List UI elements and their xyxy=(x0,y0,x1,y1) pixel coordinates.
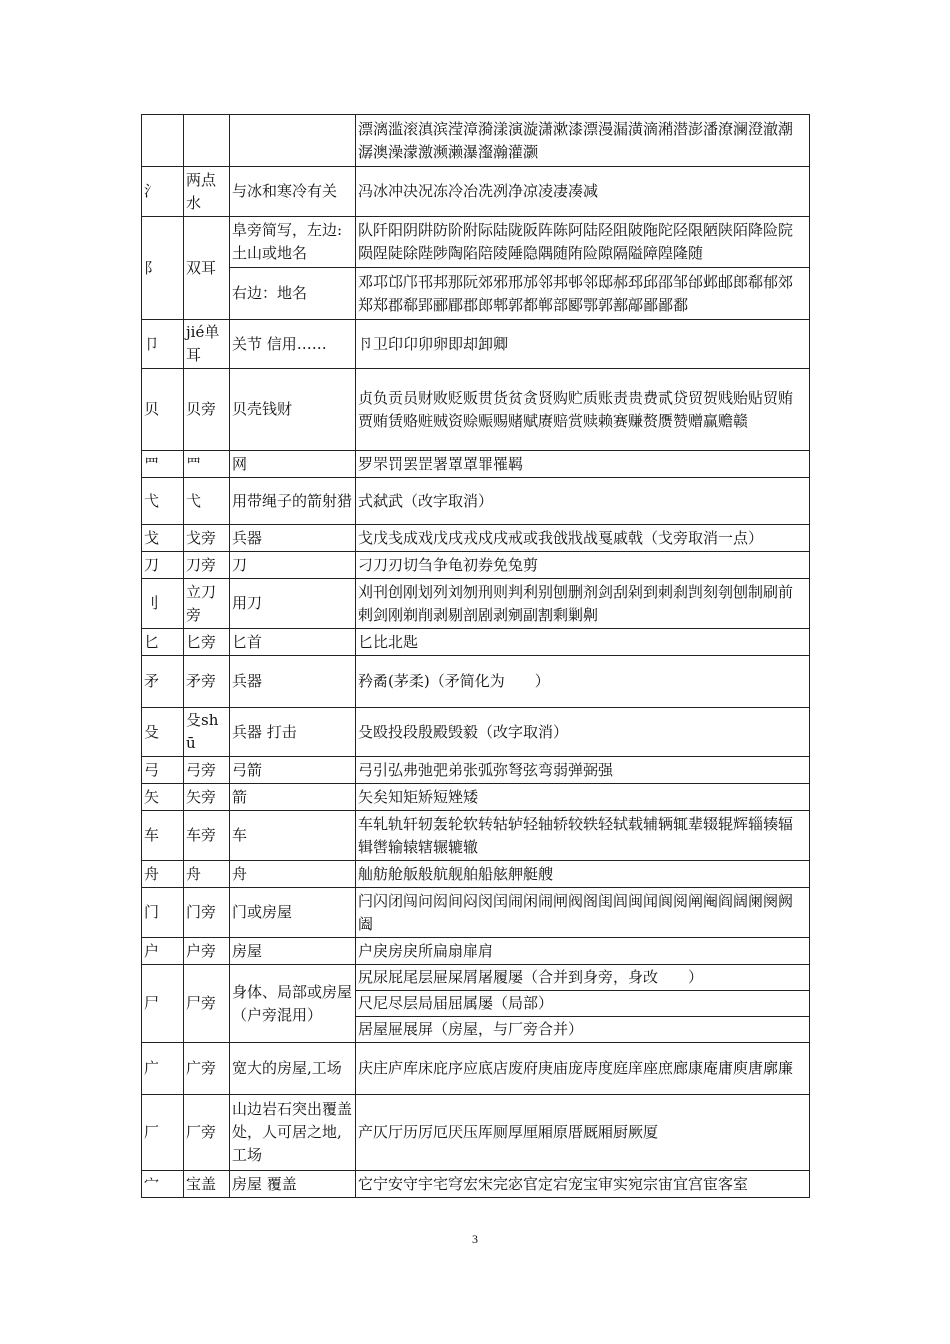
meaning-cell xyxy=(230,115,356,167)
table-row xyxy=(142,811,810,861)
radical-cell: 贝 xyxy=(142,369,184,451)
characters-cell: 卪卫印卬卯卵即却卸卿 xyxy=(356,320,810,369)
radical-name-cell: 戈旁 xyxy=(184,525,230,552)
table-row xyxy=(142,369,810,451)
radical-cell: 尸 xyxy=(142,965,184,1043)
radical-name-cell: 双耳 xyxy=(184,217,230,320)
table-row xyxy=(142,708,810,757)
meaning-cell: 房屋 覆盖 xyxy=(230,1171,356,1198)
meaning-cell: 刀 xyxy=(230,552,356,579)
radical-cell: 矢 xyxy=(142,784,184,811)
radical-cell: 罒 xyxy=(142,451,184,478)
table-row xyxy=(142,268,810,320)
characters-cell: 庆庄庐库床庇序应底店废府庚庙庞庤度庭庠座庶廊康庵庸庾唐廓廉 xyxy=(356,1043,810,1095)
radical-name-cell: jié单耳 xyxy=(184,320,230,369)
characters-cell: 队阡阳阴阱防阶附际陆陇阪阵陈阿陆陉阻陂陁陀陉限陋陕陌降险院陨陧陡除陛陟陶陷陪陵陲隐隅随陏险隙隔隘障隍隆随 xyxy=(356,217,810,268)
radical-cell: 卩 xyxy=(142,320,184,369)
characters-cell: 车轧轨轩轫轰轮软转轱轳轻轴轿较轶轻轼载辅辆辄辈辍辊辉辎辏辐辑辔输辕辖辗辘辙 xyxy=(356,811,810,861)
radical-cell: 车 xyxy=(142,811,184,861)
table-row xyxy=(142,784,810,811)
table-row xyxy=(142,1171,810,1198)
meaning-cell: 房屋 xyxy=(230,938,356,965)
radical-name-cell: 广旁 xyxy=(184,1043,230,1095)
table-row xyxy=(142,115,810,167)
radical-cell: 匕 xyxy=(142,629,184,656)
radical-cell: 广 xyxy=(142,1043,184,1095)
characters-cell: 产仄厅历厉厄厌压厍厕厚厘厢原厝厩厢厨厥厦 xyxy=(356,1095,810,1171)
radical-name-cell: 门旁 xyxy=(184,888,230,938)
characters-cell: 式弑武（改字取消） xyxy=(356,478,810,525)
radical-name-cell: 立刀旁 xyxy=(184,579,230,629)
radical-cell: 宀 xyxy=(142,1171,184,1198)
radical-cell: 刀 xyxy=(142,552,184,579)
meaning-cell: 宽大的房屋,工场 xyxy=(230,1043,356,1095)
meaning-cell: 山边岩石突出覆盖处，人可居之地,工场 xyxy=(230,1095,356,1171)
characters-cell: 矢矣知矩矫短矬矮 xyxy=(356,784,810,811)
meaning-cell: 身体、局部或房屋（户旁混用） xyxy=(230,965,356,1043)
characters-cell: 舢舫舱舨般航舰舶船舷舺艇艘 xyxy=(356,861,810,888)
meaning-cell: 与冰和寒冷有关 xyxy=(230,167,356,217)
radical-cell: 户 xyxy=(142,938,184,965)
table-row xyxy=(142,579,810,629)
meaning-cell: 箭 xyxy=(230,784,356,811)
table-row xyxy=(142,629,810,656)
radical-table-body xyxy=(142,115,810,1198)
characters-cell: 漂漓滥滚滇滨滢漳漪漾演漩潇漱漆漂漫漏潢滴潲潜澎潘潦澜澄澈潮潺澳澡濛激濒濑瀑瀣瀚灌灏 xyxy=(356,115,810,167)
radical-cell: 矛 xyxy=(142,656,184,708)
radical-cell: 弓 xyxy=(142,757,184,784)
page-number: 3 xyxy=(472,1232,478,1246)
characters-cell: 罗罘罚罢罡署罩罩罪罹羁 xyxy=(356,451,810,478)
table-row xyxy=(142,451,810,478)
meaning-cell: 门或房屋 xyxy=(230,888,356,938)
meaning-cell: 贝壳钱财 xyxy=(230,369,356,451)
characters-cell: 冯冰冲决况冻冷冶冼冽净凉凌凄凑减 xyxy=(356,167,810,217)
radical-name-cell: 贝旁 xyxy=(184,369,230,451)
radical-name-cell: 舟 xyxy=(184,861,230,888)
characters-cell: 它宁安守宇宅穹宏宋完宓官定宕宠宝审实宛宗宙宜宫宦客室 xyxy=(356,1171,810,1198)
table-row xyxy=(142,478,810,525)
radical-name-cell: 户旁 xyxy=(184,938,230,965)
radical-name-cell: 尸旁 xyxy=(184,965,230,1043)
radical-name-cell: 矢旁 xyxy=(184,784,230,811)
characters-cell: 矜矞(茅柔)（矛简化为 ） xyxy=(356,656,810,708)
table-row xyxy=(142,167,810,217)
radical-cell: 门 xyxy=(142,888,184,938)
radical-name-cell: 罒 xyxy=(184,451,230,478)
radical-cell: 戈 xyxy=(142,525,184,552)
radical-cell: 舟 xyxy=(142,861,184,888)
characters-cell: 戈戊戋成戏戊戌戎戍戌戒或我戗戕战戛戚戟（戈旁取消一点） xyxy=(356,525,810,552)
radical-name-cell: 两点水 xyxy=(184,167,230,217)
characters-cell: 弓引弘弗弛弝弟张弧弥弩弦弯弱弹弼强 xyxy=(356,757,810,784)
radical-cell: 刂 xyxy=(142,579,184,629)
meaning-cell: 兵器 xyxy=(230,525,356,552)
table-row xyxy=(142,965,810,991)
meaning-cell: 匕首 xyxy=(230,629,356,656)
meaning-cell: 车 xyxy=(230,811,356,861)
table-row xyxy=(142,320,810,369)
radical-name-cell: 矛旁 xyxy=(184,656,230,708)
table-row xyxy=(142,525,810,552)
table-row xyxy=(142,656,810,708)
table-row xyxy=(142,217,810,268)
table-row xyxy=(142,861,810,888)
table-row xyxy=(142,1095,810,1171)
table-row xyxy=(142,888,810,938)
meaning-cell: 弓箭 xyxy=(230,757,356,784)
meaning-cell: 兵器 xyxy=(230,656,356,708)
meaning-cell: 网 xyxy=(230,451,356,478)
characters-cell: 刈刊创刚划列刘刎刑则判利别刨删剂剑刮剁到刺刹剀刻刳刨制刷前剌剑刚剃削剥剔剖剧剥剜副割剩剿劓 xyxy=(356,579,810,629)
radical-name-cell: 厂旁 xyxy=(184,1095,230,1171)
meaning-cell: 舟 xyxy=(230,861,356,888)
radical-name-cell: 车旁 xyxy=(184,811,230,861)
radical-cell: 氵 xyxy=(142,167,184,217)
meaning-cell: 关节 信用…… xyxy=(230,320,356,369)
radical-name-cell: 弓旁 xyxy=(184,757,230,784)
characters-cell: 尻尿屁尾层屉屎屑屠履屡（合并到身旁，身改 ） xyxy=(356,965,810,991)
table-row xyxy=(142,938,810,965)
meaning-cell: 右边：地名 xyxy=(230,268,356,320)
radical-cell: 厂 xyxy=(142,1095,184,1171)
characters-cell: 殳殴投段殷殿毁毅（改字取消） xyxy=(356,708,810,757)
characters-cell: 闩闪闭闯问闳间闷闵闰闹闲闹闸阀阁闺闾闽闻阆阅阐阉阎阔阑阕阙阖 xyxy=(356,888,810,938)
characters-cell: 邓邛邙邝邗邦那阮郊邪邢邡邻邦邨邻邸郝邳邱邵邹邰邺邮郎郗郁郊郑郑郡郗郢郦郿郡郎郫郭都郸部郾鄂郭鄯鄗鄙鄙鄱 xyxy=(356,268,810,320)
characters-cell: 刁刀刃切刍争龟初券免兔剪 xyxy=(356,552,810,579)
table-row xyxy=(142,1043,810,1095)
radical-name-cell xyxy=(184,115,230,167)
radical-name-cell: 殳shū xyxy=(184,708,230,757)
meaning-cell: 阜旁简写，左边:土山或地名 xyxy=(230,217,356,268)
meaning-cell: 用带绳子的箭射猎 xyxy=(230,478,356,525)
radical-name-cell: 匕旁 xyxy=(184,629,230,656)
radical-name-cell: 刀旁 xyxy=(184,552,230,579)
radical-cell: 弋 xyxy=(142,478,184,525)
characters-cell: 匕比北匙 xyxy=(356,629,810,656)
characters-cell: 贞负贡员财败贬贩贯货贫贪贤购贮质账责贵费贰贷贸贺贱贻贴贸贿贾贿赁赂赃贼资赊赈赐赌赋赓赔赏赎赖赛赚赘赝赞赠赢赡赣 xyxy=(356,369,810,451)
characters-cell: 户戾房戾所扁扇扉肩 xyxy=(356,938,810,965)
radical-name-cell: 弋 xyxy=(184,478,230,525)
radical-name-cell: 宝盖 xyxy=(184,1171,230,1198)
radical-cell xyxy=(142,115,184,167)
meaning-cell: 兵器 打击 xyxy=(230,708,356,757)
characters-cell: 居屋屉展屏（房屋，与厂旁合并） xyxy=(356,1017,810,1043)
radical-cell: 阝 xyxy=(142,217,184,320)
radical-table xyxy=(141,114,810,1198)
radical-cell: 殳 xyxy=(142,708,184,757)
characters-cell: 尺尼尽层局届屈属屡（局部） xyxy=(356,991,810,1017)
meaning-cell: 用刀 xyxy=(230,579,356,629)
table-row xyxy=(142,757,810,784)
table-row xyxy=(142,552,810,579)
